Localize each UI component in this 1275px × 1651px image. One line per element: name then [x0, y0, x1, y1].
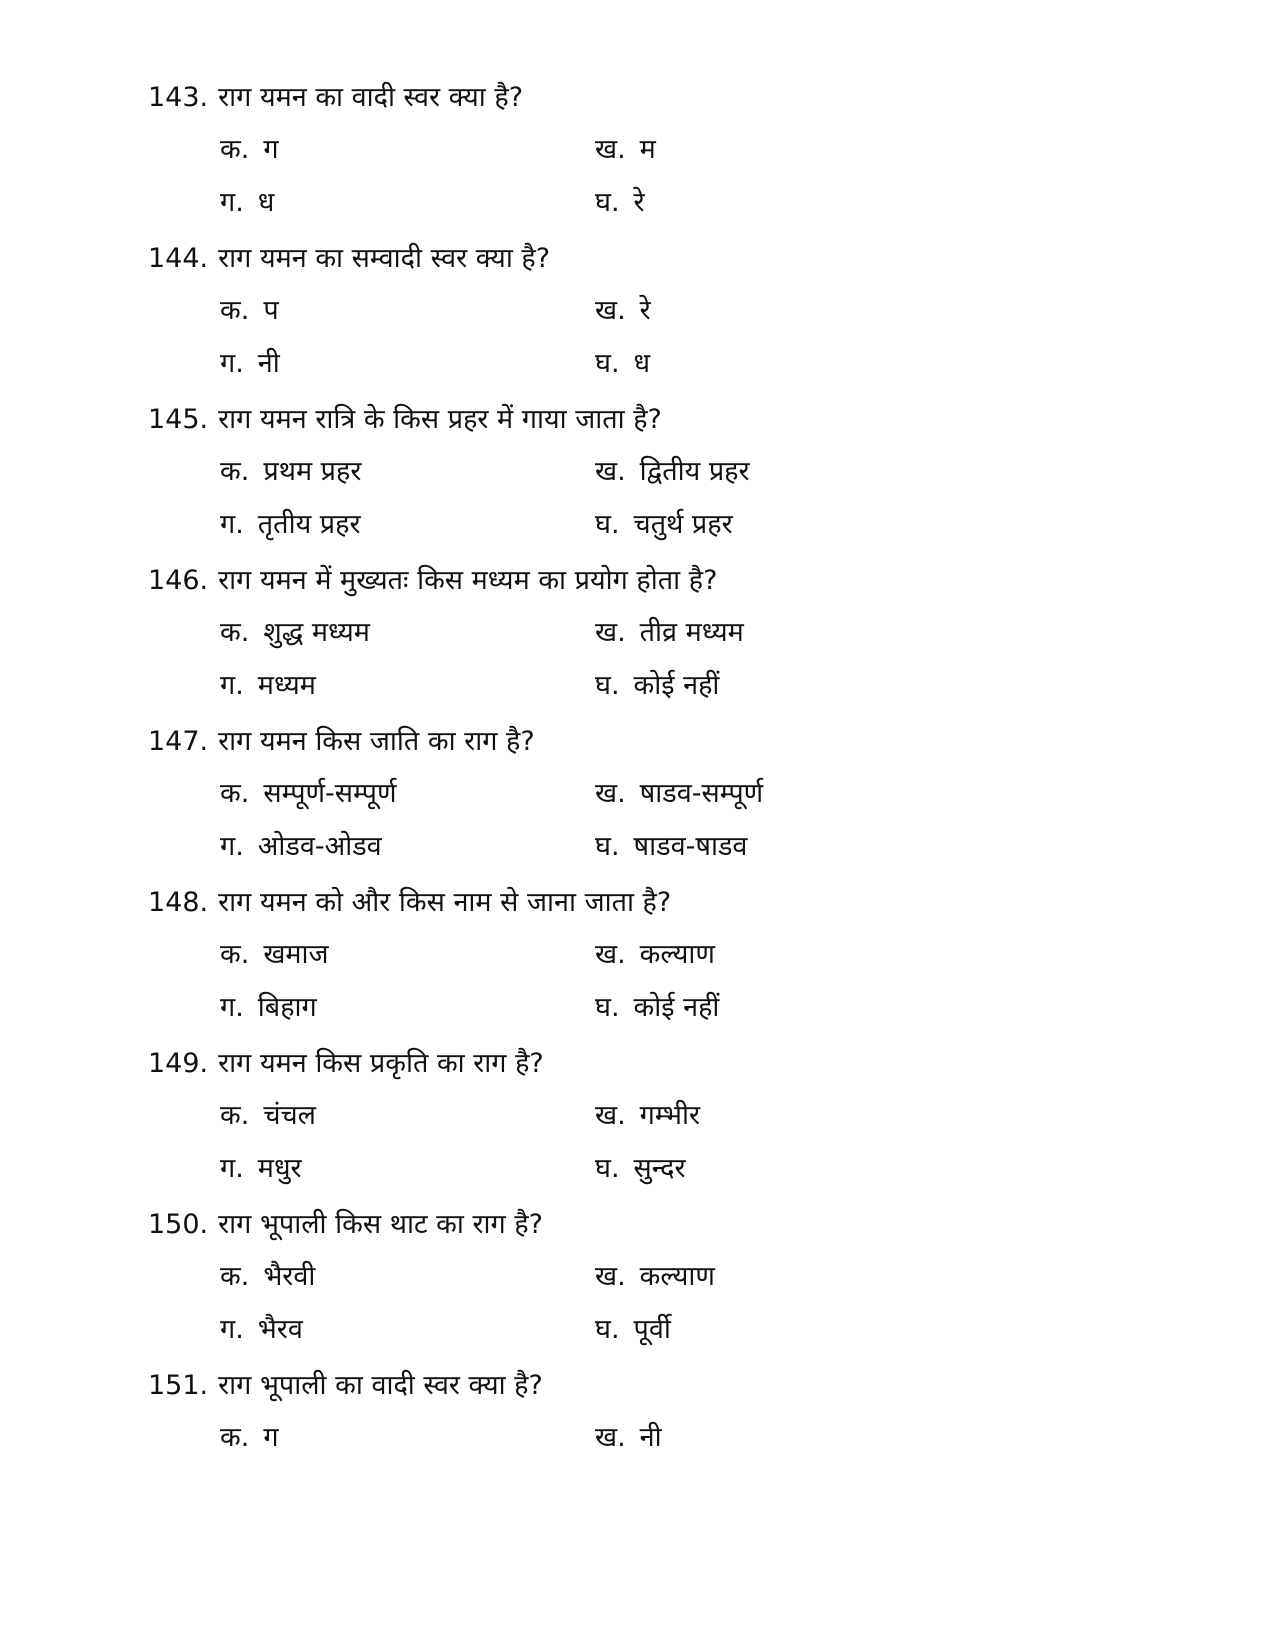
answer-option	[595, 130, 656, 170]
question	[148, 1044, 544, 1084]
option-text: ओडव-ओडव	[257, 831, 382, 862]
option-marker: ख.	[595, 1422, 626, 1453]
answer-option	[220, 1418, 279, 1458]
option-text: कल्याण	[639, 1261, 715, 1292]
question-number: 148.	[148, 887, 209, 918]
option-text: ग	[263, 134, 279, 165]
answer-option	[220, 344, 280, 384]
option-marker: ख.	[595, 134, 626, 165]
option-marker: घ.	[595, 187, 620, 218]
option-text: पूर्वी	[633, 1314, 671, 1345]
question-number: 147.	[148, 726, 209, 757]
answer-option	[595, 291, 651, 331]
answer-option	[595, 666, 719, 706]
option-marker: ग.	[220, 670, 244, 701]
question-number: 151.	[148, 1370, 209, 1401]
option-marker: क.	[220, 1261, 250, 1292]
question-text: राग यमन को और किस नाम से जाना जाता है?	[218, 887, 672, 918]
answer-option	[220, 613, 370, 653]
option-text: कोई नहीं	[633, 992, 720, 1023]
option-marker: ग.	[220, 831, 244, 862]
answer-option	[220, 291, 279, 331]
answer-option	[595, 505, 733, 545]
option-text: चंचल	[263, 1100, 316, 1131]
option-text: प्रथम प्रहर	[263, 456, 362, 487]
option-text: ध	[257, 187, 275, 218]
option-text: म	[639, 134, 656, 165]
option-marker: क.	[220, 617, 250, 648]
question	[148, 78, 523, 118]
option-text: रे	[633, 187, 645, 218]
option-marker: ख.	[595, 1100, 626, 1131]
option-text: नी	[257, 348, 280, 379]
option-marker: घ.	[595, 509, 620, 540]
answer-option	[595, 1149, 686, 1189]
option-marker: घ.	[595, 670, 620, 701]
answer-option	[220, 827, 382, 867]
option-marker: ख.	[595, 456, 626, 487]
question-text: राग यमन में मुख्यतः किस मध्यम का प्रयोग होता है?	[218, 565, 718, 596]
option-marker: ग.	[220, 992, 244, 1023]
option-text: खमाज	[263, 939, 329, 970]
answer-option	[595, 344, 650, 384]
option-marker: ख.	[595, 1261, 626, 1292]
answer-option	[595, 452, 750, 492]
option-marker: क.	[220, 1422, 250, 1453]
option-marker: घ.	[595, 992, 620, 1023]
question-text: राग यमन का वादी स्वर क्या है?	[218, 82, 524, 113]
option-marker: ख.	[595, 617, 626, 648]
answer-option	[595, 935, 715, 975]
option-marker: घ.	[595, 348, 620, 379]
option-text: कल्याण	[639, 939, 715, 970]
answer-option	[220, 130, 279, 170]
question-number: 145.	[148, 404, 209, 435]
option-marker: ग.	[220, 1314, 244, 1345]
option-marker: ग.	[220, 348, 244, 379]
question-number: 144.	[148, 243, 209, 274]
option-text: ध	[633, 348, 651, 379]
option-text: सम्पूर्ण-सम्पूर्ण	[263, 778, 397, 809]
answer-option	[220, 988, 317, 1028]
option-text: तृतीय प्रहर	[257, 509, 361, 540]
option-text: षाडव-षाडव	[633, 831, 748, 862]
option-text: द्वितीय प्रहर	[639, 456, 750, 487]
question-text: राग यमन किस प्रकृति का राग है?	[218, 1048, 544, 1079]
question-number: 150.	[148, 1209, 209, 1240]
question	[148, 883, 671, 923]
answer-option	[595, 827, 747, 867]
question	[148, 1366, 543, 1406]
option-text: चतुर्थ प्रहर	[633, 509, 733, 540]
option-text: नी	[639, 1422, 662, 1453]
answer-option	[595, 988, 719, 1028]
option-text: मध्यम	[257, 670, 316, 701]
option-marker: ख.	[595, 295, 626, 326]
question	[148, 561, 717, 601]
answer-option	[220, 183, 274, 223]
option-marker: क.	[220, 778, 250, 809]
answer-option	[220, 774, 397, 814]
answer-option	[595, 1096, 700, 1136]
option-marker: घ.	[595, 1153, 620, 1184]
option-text: बिहाग	[257, 992, 317, 1023]
option-marker: क.	[220, 1100, 250, 1131]
option-marker: घ.	[595, 1314, 620, 1345]
option-marker: ख.	[595, 778, 626, 809]
option-marker: ग.	[220, 509, 244, 540]
question-number: 143.	[148, 82, 209, 113]
question-text: राग भूपाली किस थाट का राग है?	[218, 1209, 543, 1240]
answer-option	[595, 183, 645, 223]
answer-option	[595, 774, 763, 814]
option-text: गम्भीर	[639, 1100, 700, 1131]
option-marker: ग.	[220, 1153, 244, 1184]
option-marker: क.	[220, 295, 250, 326]
option-text: रे	[639, 295, 651, 326]
option-text: मधुर	[257, 1153, 302, 1184]
option-text: कोई नहीं	[633, 670, 720, 701]
option-text: भैरवी	[263, 1261, 316, 1292]
question-number: 146.	[148, 565, 209, 596]
question-text: राग यमन किस जाति का राग है?	[218, 726, 535, 757]
option-text: षाडव-सम्पूर्ण	[639, 778, 764, 809]
option-text: भैरव	[257, 1314, 303, 1345]
option-text: प	[263, 295, 279, 326]
answer-option	[595, 613, 744, 653]
question-text: राग भूपाली का वादी स्वर क्या है?	[218, 1370, 543, 1401]
question-text: राग यमन रात्रि के किस प्रहर में गाया जाता है?	[218, 404, 662, 435]
option-marker: क.	[220, 939, 250, 970]
option-text: ग	[263, 1422, 279, 1453]
option-marker: क.	[220, 134, 250, 165]
option-text: सुन्दर	[633, 1153, 686, 1184]
question	[148, 400, 662, 440]
answer-option	[595, 1310, 671, 1350]
answer-option	[595, 1418, 662, 1458]
answer-option	[220, 452, 361, 492]
question	[148, 1205, 543, 1245]
answer-option	[595, 1257, 715, 1297]
answer-option	[220, 935, 329, 975]
answer-option	[220, 666, 316, 706]
option-text: शुद्ध मध्यम	[263, 617, 370, 648]
option-text: तीव्र मध्यम	[639, 617, 744, 648]
option-marker: ग.	[220, 187, 244, 218]
option-marker: क.	[220, 456, 250, 487]
option-marker: ख.	[595, 939, 626, 970]
answer-option	[220, 1310, 303, 1350]
answer-option	[220, 505, 361, 545]
question-text: राग यमन का सम्वादी स्वर क्या है?	[218, 243, 551, 274]
answer-option	[220, 1149, 302, 1189]
answer-option	[220, 1096, 316, 1136]
question	[148, 239, 550, 279]
question-number: 149.	[148, 1048, 209, 1079]
question	[148, 722, 535, 762]
option-marker: घ.	[595, 831, 620, 862]
answer-option	[220, 1257, 315, 1297]
